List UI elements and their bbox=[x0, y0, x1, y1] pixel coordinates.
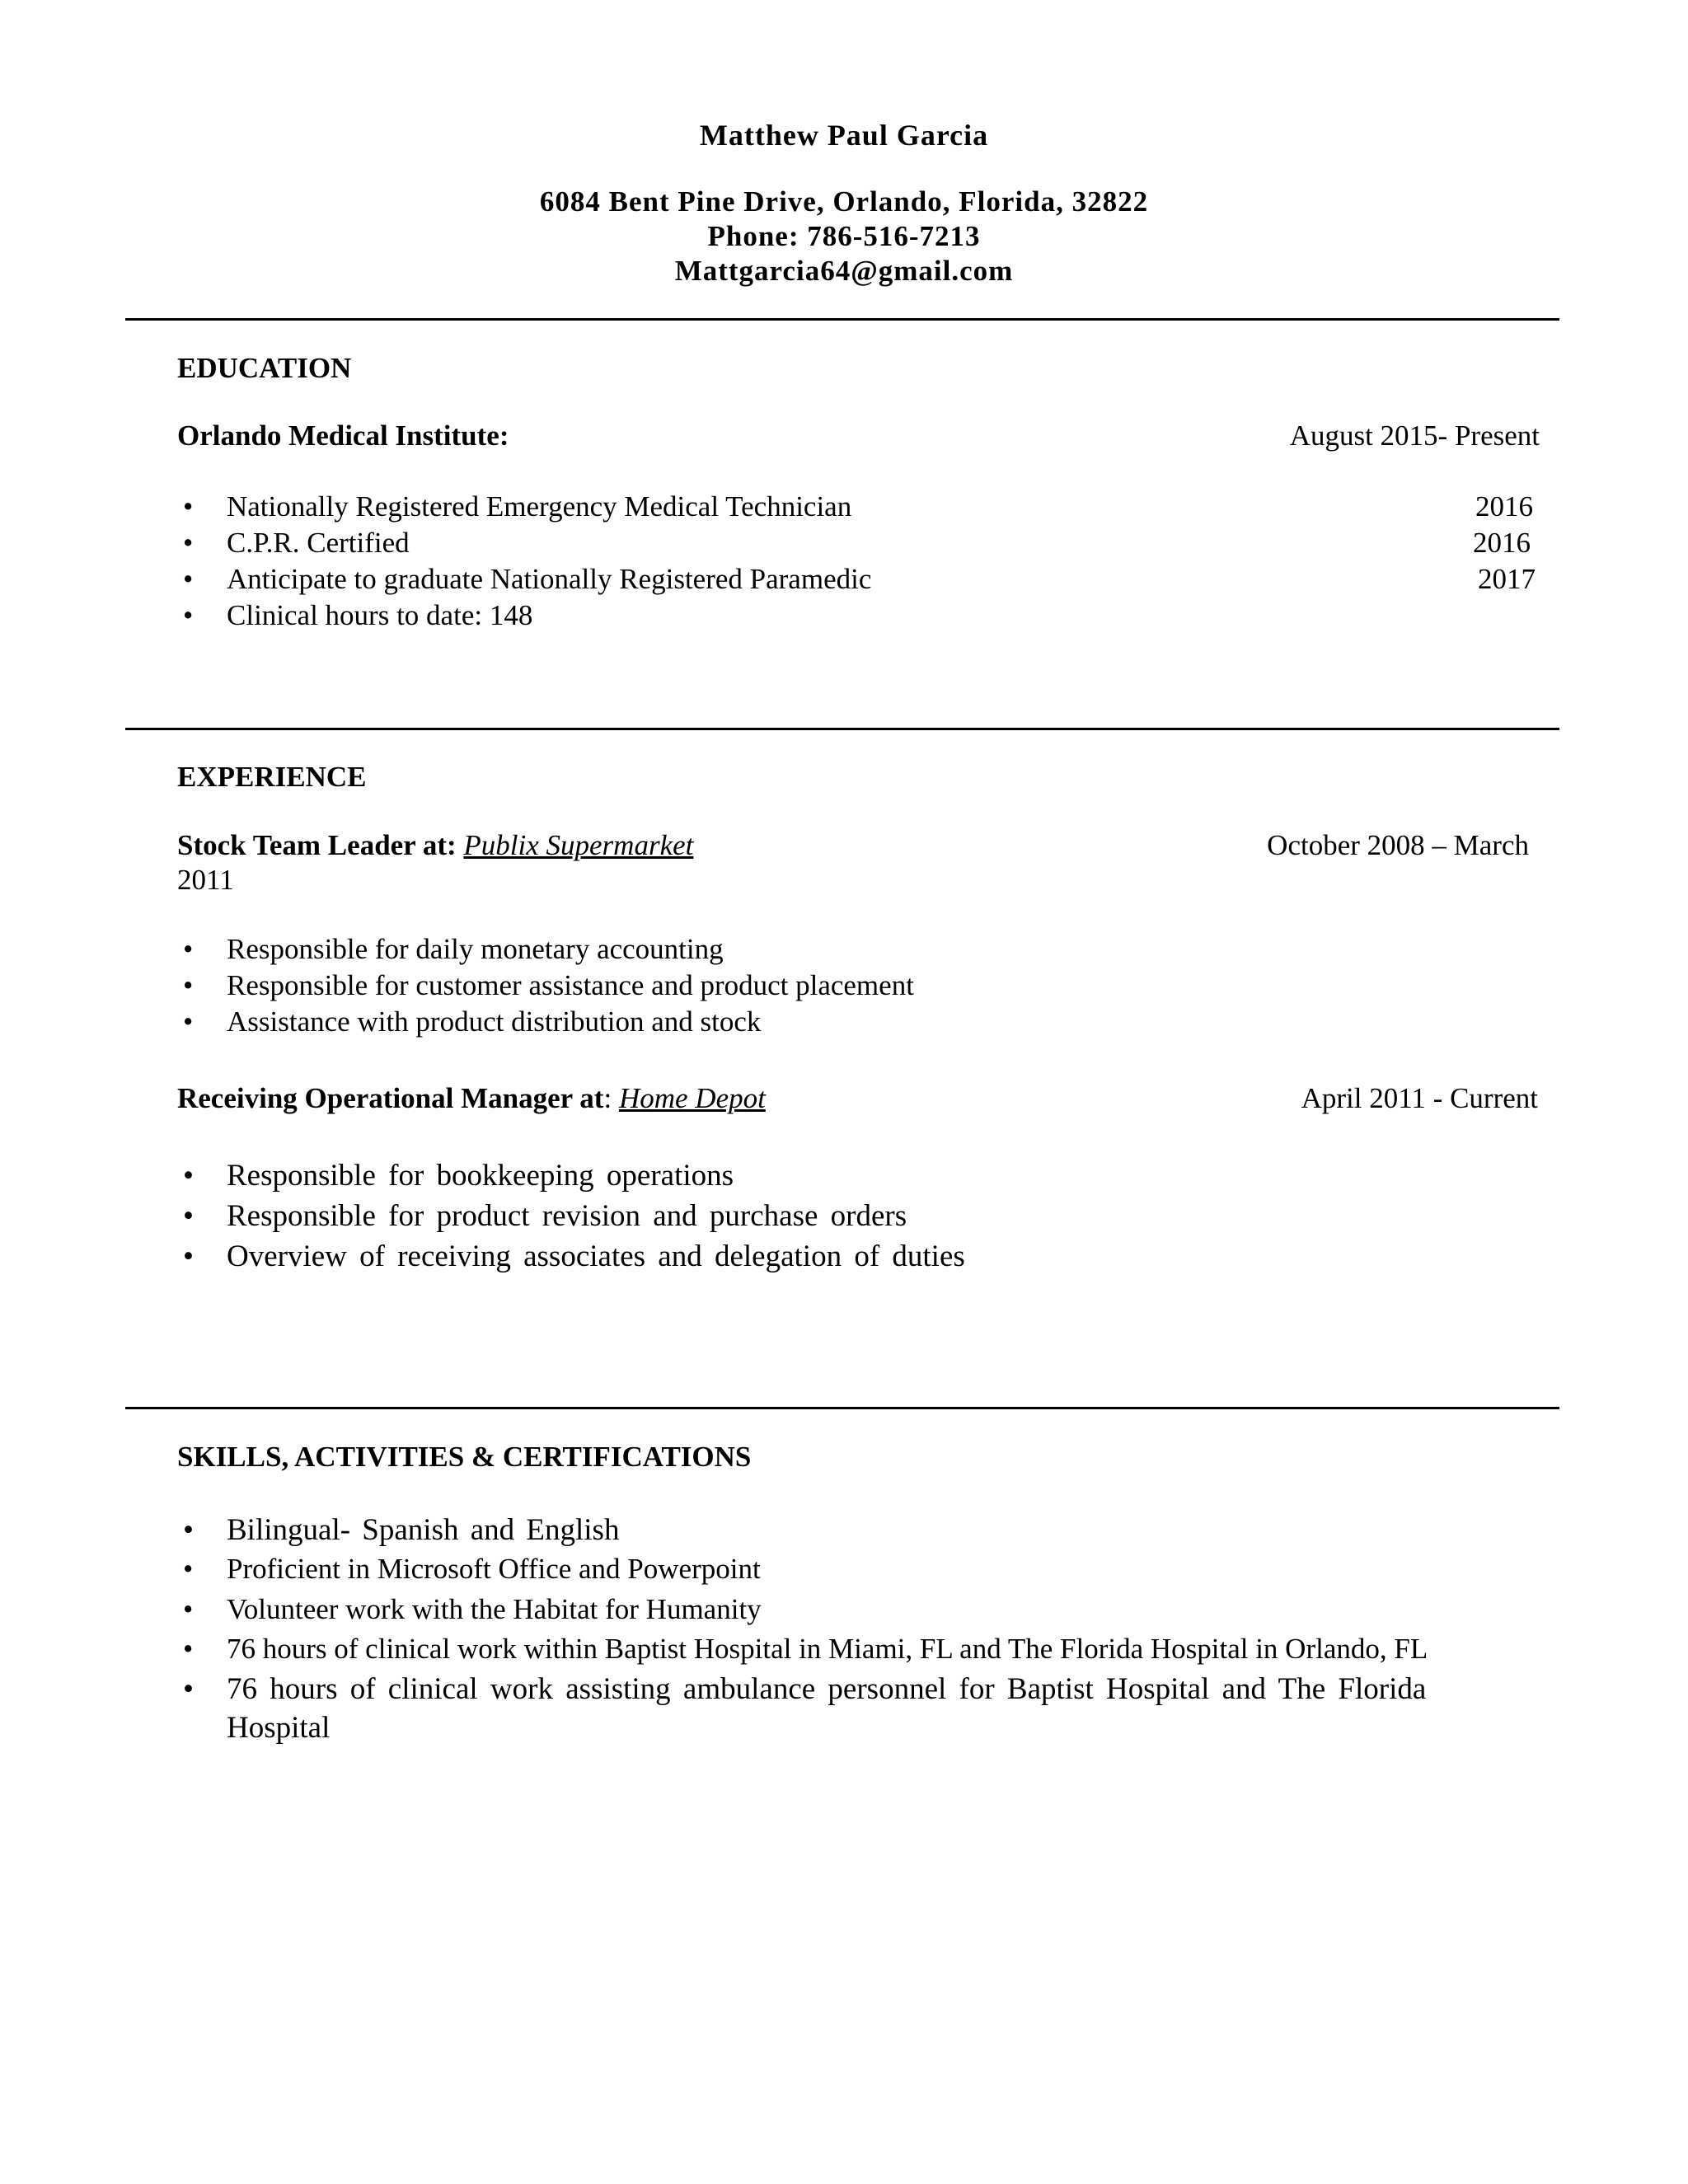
address: 6084 Bent Pine Drive, Orlando, Florida, 32822 bbox=[539, 185, 1149, 218]
duty-text: Responsible for bookkeeping operations bbox=[227, 1159, 734, 1193]
bullet-icon: • bbox=[183, 1159, 194, 1193]
employer-link-home-depot[interactable]: Home Depot bbox=[618, 1082, 766, 1114]
skill-text: Bilingual- Spanish and English bbox=[227, 1513, 620, 1547]
bullet-icon: • bbox=[183, 1513, 194, 1547]
education-item-text: C.P.R. Certified bbox=[227, 527, 410, 559]
job-role-separator: : bbox=[603, 1082, 619, 1114]
bullet-icon: • bbox=[183, 563, 194, 595]
header-divider bbox=[125, 318, 1559, 321]
bullet-icon: • bbox=[183, 1240, 194, 1273]
experience-heading: EXPERIENCE bbox=[177, 761, 367, 793]
bullet-icon: • bbox=[183, 969, 194, 1001]
job-dates-publix: October 2008 – March bbox=[1267, 829, 1529, 861]
education-dates: August 2015- Present bbox=[1289, 419, 1540, 452]
duty-text: Overview of receiving associates and delegation of duties bbox=[227, 1240, 965, 1273]
duty-text: Responsible for product revision and purchase orders bbox=[227, 1199, 907, 1233]
bullet-icon: • bbox=[183, 1199, 194, 1233]
education-item-text: Nationally Registered Emergency Medical Technician bbox=[227, 490, 852, 523]
skill-text: 76 hours of clinical work assisting ambulance personnel for Baptist Hospital and The Florida bbox=[227, 1672, 1427, 1706]
skill-text-continued: Hospital bbox=[227, 1711, 331, 1745]
bullet-icon: • bbox=[183, 1553, 194, 1585]
bullet-icon: • bbox=[183, 490, 194, 523]
duty-text: Assistance with product distribution and stock bbox=[227, 1005, 762, 1038]
school-name: Orlando Medical Institute: bbox=[177, 419, 509, 452]
skill-text: Volunteer work with the Habitat for Humanity bbox=[227, 1593, 762, 1625]
bullet-icon: • bbox=[183, 599, 194, 631]
education-item-year: 2016 bbox=[1475, 490, 1533, 523]
bullet-icon: • bbox=[183, 1593, 194, 1625]
job-role: Receiving Operational Manager at bbox=[177, 1082, 604, 1114]
job-dates-continued-publix: 2011 bbox=[177, 864, 234, 896]
skill-text: 76 hours of clinical work within Baptist Hospital in Miami, FL and The Florida Hospital in Orlando, FL bbox=[227, 1633, 1428, 1665]
job-dates-home-depot: April 2011 - Current bbox=[1301, 1082, 1538, 1114]
bullet-icon: • bbox=[183, 1633, 194, 1665]
phone: Phone: 786-516-7213 bbox=[707, 220, 981, 252]
job-title-home-depot bbox=[177, 1084, 766, 1113]
experience-divider bbox=[125, 1407, 1559, 1409]
education-item-year: 2017 bbox=[1478, 563, 1536, 595]
candidate-name: Matthew Paul Garcia bbox=[699, 119, 989, 152]
bullet-icon: • bbox=[183, 1005, 194, 1038]
job-title-publix bbox=[177, 831, 693, 860]
education-item-text: Anticipate to graduate Nationally Registered Paramedic bbox=[227, 563, 872, 595]
duty-text: Responsible for daily monetary accounting bbox=[227, 933, 724, 965]
skills-heading: SKILLS, ACTIVITIES & CERTIFICATIONS bbox=[177, 1441, 752, 1473]
bullet-icon: • bbox=[183, 933, 194, 965]
employer-link-publix[interactable]: Publix Supermarket bbox=[463, 829, 694, 861]
email: Mattgarcia64@gmail.com bbox=[674, 255, 1014, 287]
education-item-text: Clinical hours to date: 148 bbox=[227, 599, 533, 631]
education-item-year: 2016 bbox=[1473, 527, 1531, 559]
job-role: Stock Team Leader at: bbox=[177, 829, 464, 861]
bullet-icon: • bbox=[183, 1672, 194, 1706]
education-divider bbox=[125, 728, 1559, 730]
education-heading: EDUCATION bbox=[177, 352, 352, 384]
duty-text: Responsible for customer assistance and product placement bbox=[227, 969, 914, 1001]
bullet-icon: • bbox=[183, 527, 194, 559]
skill-text: Proficient in Microsoft Office and Powerpoint bbox=[227, 1553, 761, 1585]
